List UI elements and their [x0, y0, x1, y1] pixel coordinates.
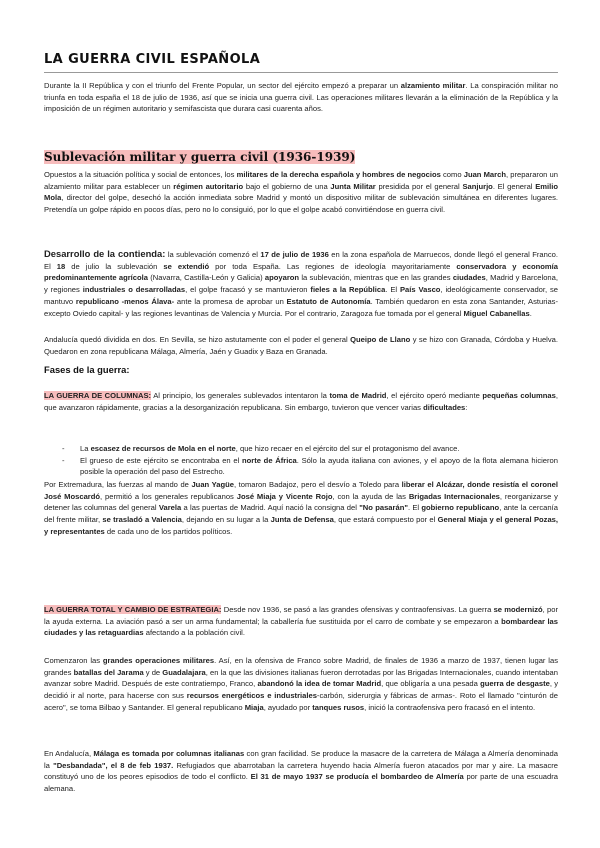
text-run: , el ejército operó mediante [386, 391, 483, 400]
text-run: , ideológicamente conservador, se mantuvo [44, 285, 559, 306]
subheading-label: Desarrollo de la contienda: [44, 248, 166, 259]
guerra-total-paragraph [44, 604, 558, 639]
text-run: en la zona española de Marruecos, donde llegó el general Franco. El [44, 250, 559, 271]
bold-text: "Desbandada", el 8 de feb 1937. [53, 760, 174, 770]
text-run: , Madrid y Barcelona, y regiones [44, 273, 558, 295]
document-title: LA GUERRA CIVIL ESPAÑOLA [44, 52, 261, 67]
section-heading-sublevacion-text: Sublevación militar y guerra civil (1936-1939) [44, 150, 356, 164]
bold-text: Málaga es tomada por columnas italianas [93, 749, 245, 758]
bold-text: militares de la derecha española y hombres de negocios [236, 170, 441, 179]
text-run: , tomaron Badajoz, pero el desvío a Toledo para [233, 480, 402, 489]
text-run: . [529, 308, 532, 318]
text-run: , director del golpe, desechó la acción inmediata sobre Madrid y montó un dispositivo militar de sublevación simultánea en diferentes lugares. Pretendía un golpe rápido en pocos días, pero no lo consiguió, por lo que el golpe acabó convirtiéndose en guerra civil. [44, 193, 558, 215]
text-run: ante la promesa de aprobar un [174, 296, 287, 306]
bold-text: norte de África [241, 455, 297, 465]
bold-text: apoyaron [264, 273, 300, 283]
bold-text: recursos energéticos e industriales [186, 691, 317, 701]
text-run: El grueso de este ejército se encontraba en el [80, 455, 242, 465]
fases-heading: Fases de la guerra: [44, 364, 130, 375]
bold-text: tanques rusos [312, 702, 365, 712]
text-run: (Navarra, Castilla-León y Galicia) [147, 273, 265, 283]
bold-text: alzamiento militar [400, 81, 466, 90]
text-run: presidida por el general [375, 181, 463, 191]
bold-text: Emilio Mola [44, 181, 558, 203]
text-run: La [80, 444, 91, 453]
bold-text: Queipo de Llano [350, 335, 411, 344]
columnas-paragraph [44, 390, 558, 413]
text-run: , ayudado por [263, 702, 313, 712]
bold-text: pequeñas columnas [482, 391, 556, 400]
bold-text: "No pasarán" [359, 503, 408, 513]
bold-text: abandonó la idea de tomar Madrid [257, 679, 382, 689]
bold-text: José Miaja y Vicente Rojo [236, 491, 333, 501]
text-run: . El general [492, 181, 536, 191]
bold-text: fieles a la República [310, 285, 386, 295]
operaciones-paragraph [44, 655, 558, 714]
desarrollo-paragraph [44, 248, 558, 319]
bold-text: Sanjurjo [462, 181, 493, 191]
bold-text: liberar el Alcázar, donde resistía el coronel José Moscardó [44, 480, 559, 501]
bold-text: industriales o desarrolladas [82, 285, 186, 295]
bold-text: 17 de julio de 1936 [260, 250, 329, 259]
text-run: de cada uno de los partidos políticos. [104, 526, 233, 536]
text-run: Refugiados que abarrotaban la carretera huyendo hacia Almería fueron atacados por mar y aire. La masacre constituyó uno de los peores episodios de todo el conflicto. [44, 760, 558, 782]
highlighted-label: LA GUERRA DE COLUMNAS: [44, 391, 152, 400]
text-run: , reorganizarse y detener las columnas del general [44, 491, 558, 513]
text-run: , en la que las divisiones italianas fueron derrotadas por las Brigadas Internacionales, cuando intentaban avanzar sobre Madrid. Después de este contratiempo, Franco, [44, 667, 558, 689]
text-run: por parte de una escuadra alemana. [44, 772, 558, 794]
bold-text: Junta de Defensa [270, 515, 334, 525]
text-run: : [465, 402, 468, 412]
text-run: . El [385, 285, 400, 295]
bold-text: Miguel Cabanellas [463, 308, 530, 318]
bold-text: General Miaja y el general Pozas, y representantes [44, 515, 558, 536]
bold-text: El 31 de mayo 1937 se producía el bombardeo de Almería [250, 772, 464, 782]
text-run: , permitió a los generales republicanos [100, 491, 237, 501]
text-run: , que estará compuesto por el [333, 515, 438, 525]
text-run: por toda España. Las regiones de ideología mayoritariamente [209, 261, 457, 271]
text-run: Comenzaron las [44, 656, 103, 665]
bold-text: Brigadas Internacionales [408, 491, 500, 501]
bold-text: guerra de desgaste [480, 679, 550, 689]
text-run: , el golpe fracasó y se mantuvieron [185, 285, 311, 295]
text-run: Durante la II República y con el triunfo del Frente Popular, un sector del ejército empezó a preparar un [44, 81, 401, 90]
text-run: . Así, en la ofensiva de Franco sobre Madrid, de finales de 1936 a marzo de 1937, tienen lugar las grandes [44, 656, 559, 677]
text-run: afectando a la población civil. [143, 628, 245, 638]
sublevacion-paragraph [44, 169, 558, 216]
text-run: En Andalucía, [44, 749, 94, 758]
bold-text: Guadalajara [162, 667, 206, 677]
text-run: . También quedaron en esta zona Santander, Asturias-excepto Oviedo capital- y las regiones levantinas de Valencia y Murcia. Por el contrario, Zaragoza fue tomada por el general [44, 296, 558, 318]
list-item-text [80, 456, 558, 477]
text-run: y de [143, 667, 163, 677]
bold-text: grandes operaciones militares [102, 656, 215, 665]
andalucia-paragraph [44, 334, 558, 357]
text-run: , y decidió ir al norte, para hacerse con sus [44, 679, 558, 701]
bold-text: bombardear las ciudades y las retaguardias [44, 616, 558, 638]
bold-text: Estatuto de Autonomía [286, 296, 371, 306]
text-run: Opuestos a la situación política y social de entonces, los [44, 170, 237, 179]
bold-text: 18 [56, 261, 66, 271]
bold-text: se trasladó a Valencia [102, 515, 182, 525]
bold-text: País Vasco [399, 285, 441, 295]
text-run: , con la ayuda de las [332, 491, 409, 501]
text-run: . El [407, 503, 422, 513]
highlighted-label: LA GUERRA TOTAL Y CAMBIO DE ESTRATEGIA: [44, 605, 222, 614]
text-run: , que avanzaron rápidamente, gracias a la desorganización republicana. Sin embargo, tuvieron que vencer varias [44, 391, 558, 412]
text-run: , que obligaría a una pesada [381, 679, 481, 689]
section-heading-sublevacion [44, 150, 355, 164]
text-run: como [440, 170, 464, 179]
bold-text: se modernizó [493, 605, 543, 614]
text-run: , dejando en su lugar a la [181, 515, 271, 525]
list-item [44, 455, 558, 478]
text-run: y se hizo con Granada, Córdoba y Huelva. Quedaron en zona republicana Málaga, Almería, Jaén y Guadix y Baza en Granada. [44, 335, 558, 356]
list-item [44, 443, 558, 455]
text-run: -carbón, siderurgia y fábricas de armas-. Roto el llamado "cinturón de acero", se toma Bilbao y Santander. El general republicano [44, 691, 559, 712]
text-run: Desde nov 1936, se pasó a las grandes ofensivas y contraofensivas. La guerra [221, 605, 494, 614]
text-run: . Sólo la ayuda italiana con aviones, y el apoyo de la flota alemana hicieron posible la operación del paso del Estrecho. [80, 455, 558, 477]
text-run: . La conspiración militar no triunfa en toda españa el 18 de julio de 1936, así que se inicia una guerra civil. Las operaciones militares llevarán a la eliminación de la República y la imposición de un régimen autoritario y semifascista que durara casi cuarenta años. [44, 81, 558, 114]
text-run: , ante la cercanía del frente militar, [44, 503, 558, 525]
bold-text: gobierno republicano [421, 503, 500, 513]
text-run: la sublevación, mientras que en las grandes [299, 273, 453, 283]
bold-text: Varela [158, 503, 182, 513]
extremadura-paragraph [44, 479, 558, 538]
intro-paragraph [44, 80, 558, 115]
text-run: , que hizo recaer en el ejército del sur el protagonismo del avance. [235, 444, 460, 453]
text-run: Al principio, los generales sublevados intentaron la [151, 391, 330, 400]
dash-bullet: - [62, 444, 65, 453]
bold-text: dificultades [423, 402, 466, 412]
text-run: con gran facilidad. Se produce la masacre de la carretera de Málaga a Almería denominada la [44, 749, 558, 770]
text-run: la sublevación comenzó el [165, 250, 261, 259]
text-run: , inició la contraofensiva pero fracasó en el intento. [364, 702, 536, 712]
bold-text: conservadora y economía predominantemente agrícola [44, 261, 558, 283]
bold-text: escasez de recursos de Mola en el norte [90, 444, 236, 453]
title-divider [44, 72, 558, 73]
text-run: de julio la sublevación [65, 261, 164, 271]
bold-text: Miaja [244, 702, 264, 712]
bold-text: Juan March [463, 170, 506, 179]
malaga-paragraph [44, 748, 558, 795]
text-run: , prepararon un alzamiento militar para establecer un [44, 170, 558, 191]
bold-text: Juan Yagüe [191, 480, 234, 489]
bold-text: se extendió [163, 261, 210, 271]
bold-text: ciudades [452, 273, 486, 283]
text-run: , por la ayuda externa. La aviación pasó a ser un arma fundamental; la caballería fue sustituida por el carro de combate y se empezaron a [44, 605, 558, 626]
bold-text: Junta Militar [330, 181, 376, 191]
bold-text: régimen autoritario [173, 181, 244, 191]
dash-bullet: - [62, 455, 65, 465]
text-run: Andalucía quedó dividida en dos. En Sevilla, se hizo astutamente con el poder el general [44, 335, 351, 344]
bold-text: batallas del Jarama [73, 667, 144, 677]
list-item-text [80, 444, 459, 453]
bold-text: toma de Madrid [329, 391, 387, 400]
dificultades-list [44, 443, 558, 478]
text-run: Por Extremadura, las fuerzas al mando de [44, 480, 192, 489]
bold-text: republicano -menos Álava- [75, 296, 175, 306]
text-run: bajo el gobierno de una [243, 181, 331, 191]
text-run: a las puertas de Madrid. Aquí nació la consigna del [181, 503, 360, 513]
